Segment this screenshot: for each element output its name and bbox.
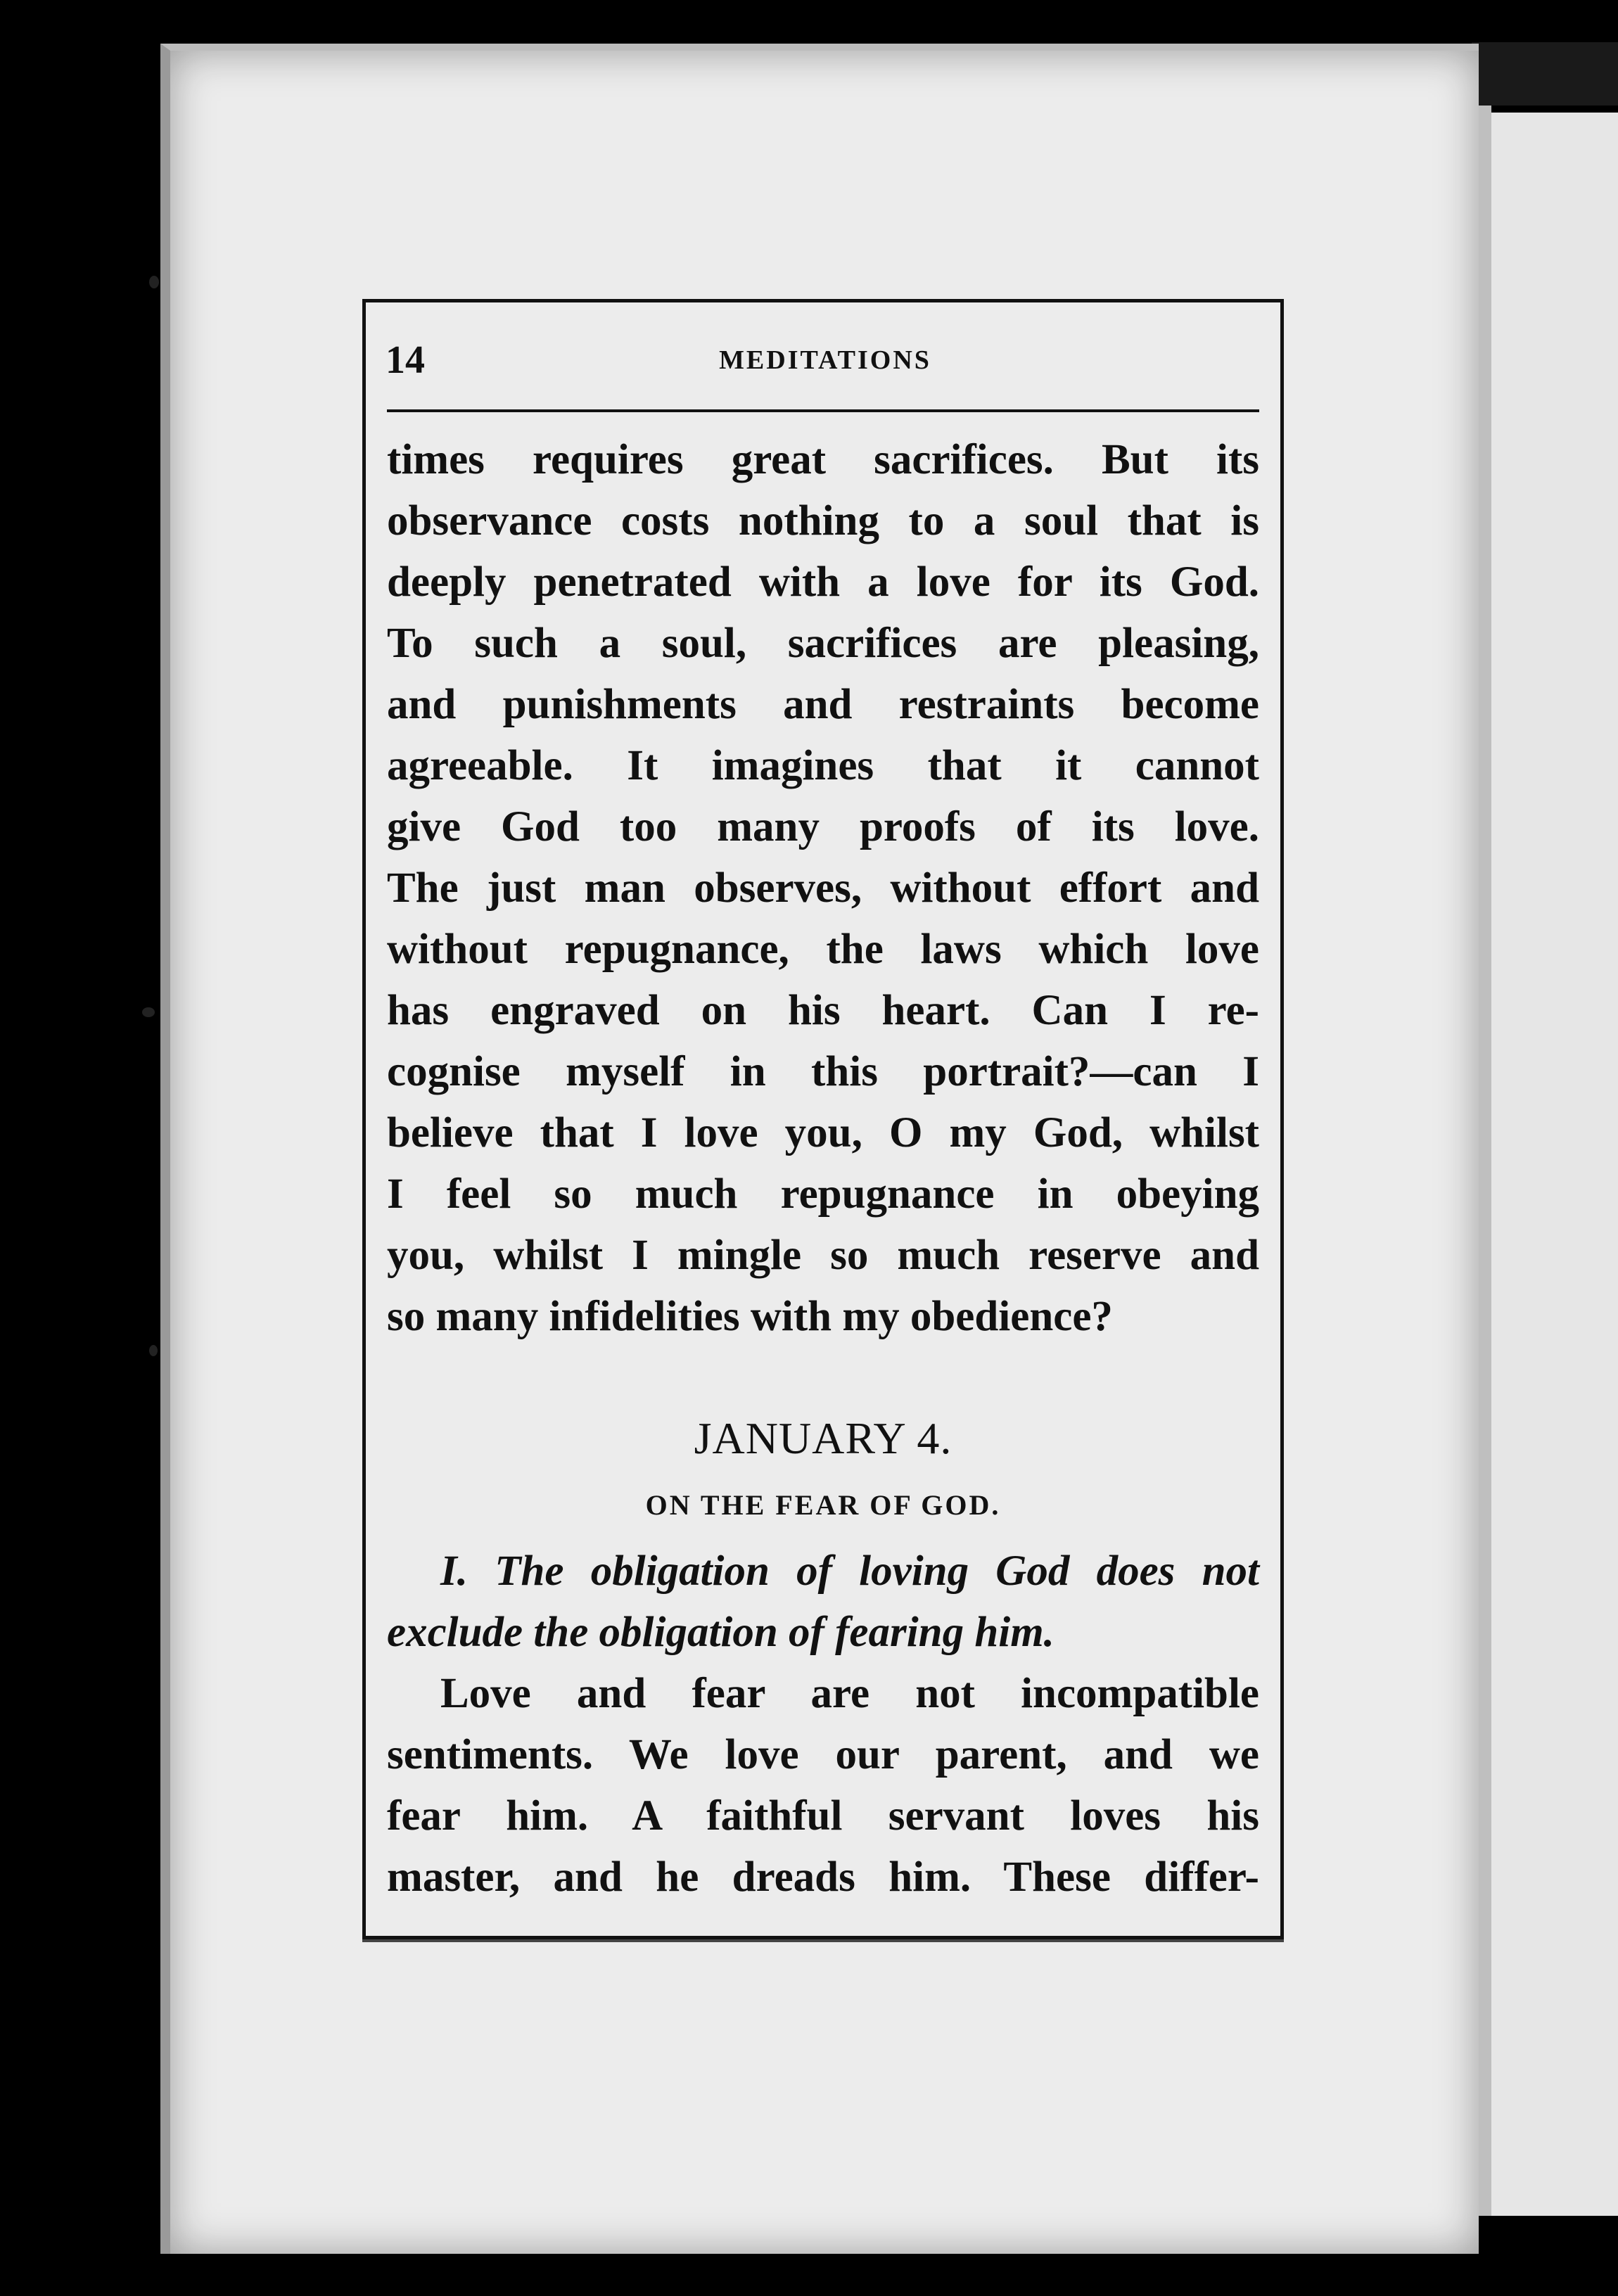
text-line: cognise myself in this portrait?—can I [387,1048,1259,1095]
text-line: sentiments. We love our parent, and we [387,1731,1259,1778]
text-line: you, whilst I mingle so much reserve and [387,1232,1259,1279]
header-rule [387,409,1259,412]
text-line: times requires great sacrifices. But its [387,436,1259,483]
text-line: so many infidelities with my obedience? [387,1293,1113,1340]
text-line: fear him. A faithful servant loves his [387,1792,1259,1839]
text-line: believe that I love you, O my God, whilst [387,1109,1259,1156]
text-line: deeply penetrated with a love for its God. [387,559,1259,606]
text-line: agreeable. It imagines that it cannot [387,742,1259,789]
text-line: without repugnance, the laws which love [387,926,1259,973]
section-subtitle: ON THE FEAR OF GOD. [645,1489,1001,1521]
scan-speck [149,1345,158,1356]
scan-speck [142,1007,155,1017]
body-text [387,429,1259,1347]
text-line: observance costs nothing to a soul that is [387,497,1259,544]
text-line: and punishments and restraints become [387,681,1259,728]
running-head [386,338,1265,380]
text-line: The just man observes, without effort and [387,865,1259,912]
section-date-heading: JANUARY 4. [694,1413,953,1463]
text-line: has engraved on his heart. Can I re- [387,987,1259,1034]
text-line: To such a soul, sacrifices are pleasing, [387,620,1259,667]
point-heading-line: exclude the obligation of fearing him. [387,1609,1055,1656]
book-spine-shadow [1472,42,1618,106]
scan-speck [149,276,159,288]
page-number: 14 [386,338,425,382]
text-line: master, and he dreads him. These differ- [387,1854,1259,1901]
text-line: Love and fear are not incompatible [440,1670,1259,1717]
text-frame [362,299,1284,1939]
point-heading-line: I. The obligation of loving God does not [440,1548,1259,1595]
bottom-rule [362,1939,1284,1942]
text-line: I feel so much repugnance in obeying [387,1171,1259,1218]
meditation-section [387,1400,1259,1908]
text-line: give God too many proofs of its love. [387,803,1259,850]
running-title: MEDITATIONS [719,345,931,375]
facing-page-edge [1491,113,1618,2216]
